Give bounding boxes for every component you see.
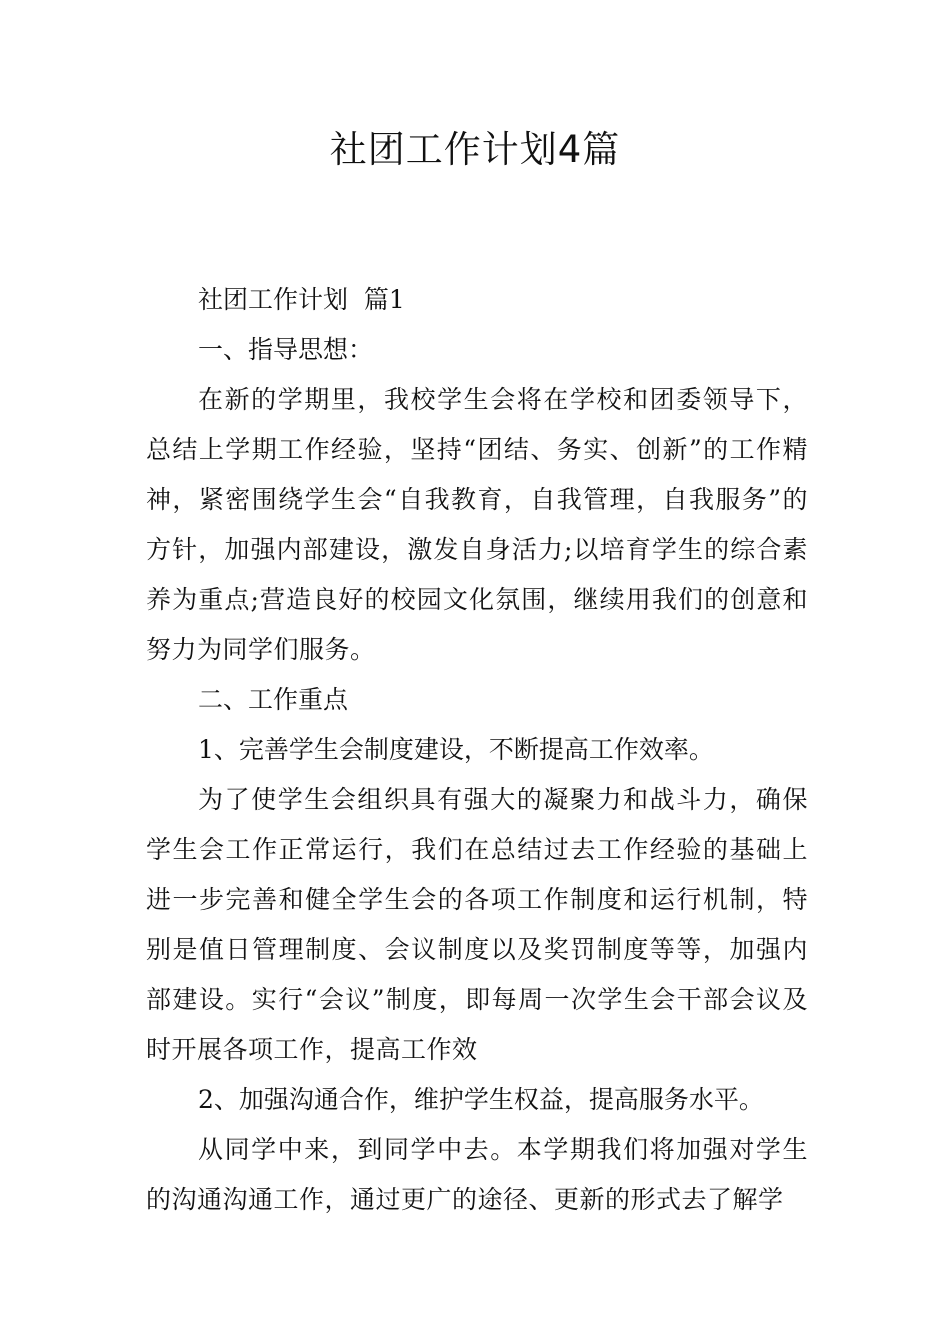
- document-title: 社团工作计划4篇: [329, 128, 621, 171]
- paragraph-guiding-thought: 在新的学期里，我校学生会将在学校和团委领导下，总结上学期工作经验，坚持“团结、务实、创新”的工作精神，紧密围绕学生会“自我教育，自我管理，自我服务”的方针，加强内部建设，激发自身活力;以培育学生的综合素养为重点;营造良好的校园文化氛围，继续用我们的创意和努力为同学们服务。: [146, 385, 808, 664]
- paragraph-system-building: 为了使学生会组织具有强大的凝聚力和战斗力，确保学生会工作正常运行，我们在总结过去工作经验的基础上进一步完善和健全学生会的各项工作制度和运行机制，特别是值日管理制度、会议制度以及奖罚制度等等，加强内部建设。实行“会议”制度，即每周一次学生会干部会议及时开展各项工作，提高工作效: [146, 785, 808, 1064]
- section-heading: 社团工作计划 篇1: [198, 285, 405, 314]
- paragraph-communication: 从同学中来，到同学中去。本学期我们将加强对学生的沟通沟通工作，通过更广的途径、更新的形式去了解学: [146, 1135, 808, 1214]
- item-system-building: 1、完善学生会制度建设，不断提高工作效率。: [198, 735, 714, 764]
- item-communication: 2、加强沟通合作，维护学生权益，提高服务水平。: [198, 1085, 764, 1114]
- document-body: [146, 275, 808, 1225]
- heading-work-focus: 二、工作重点: [198, 685, 349, 714]
- heading-guiding-thought: 一、指导思想：: [198, 335, 374, 364]
